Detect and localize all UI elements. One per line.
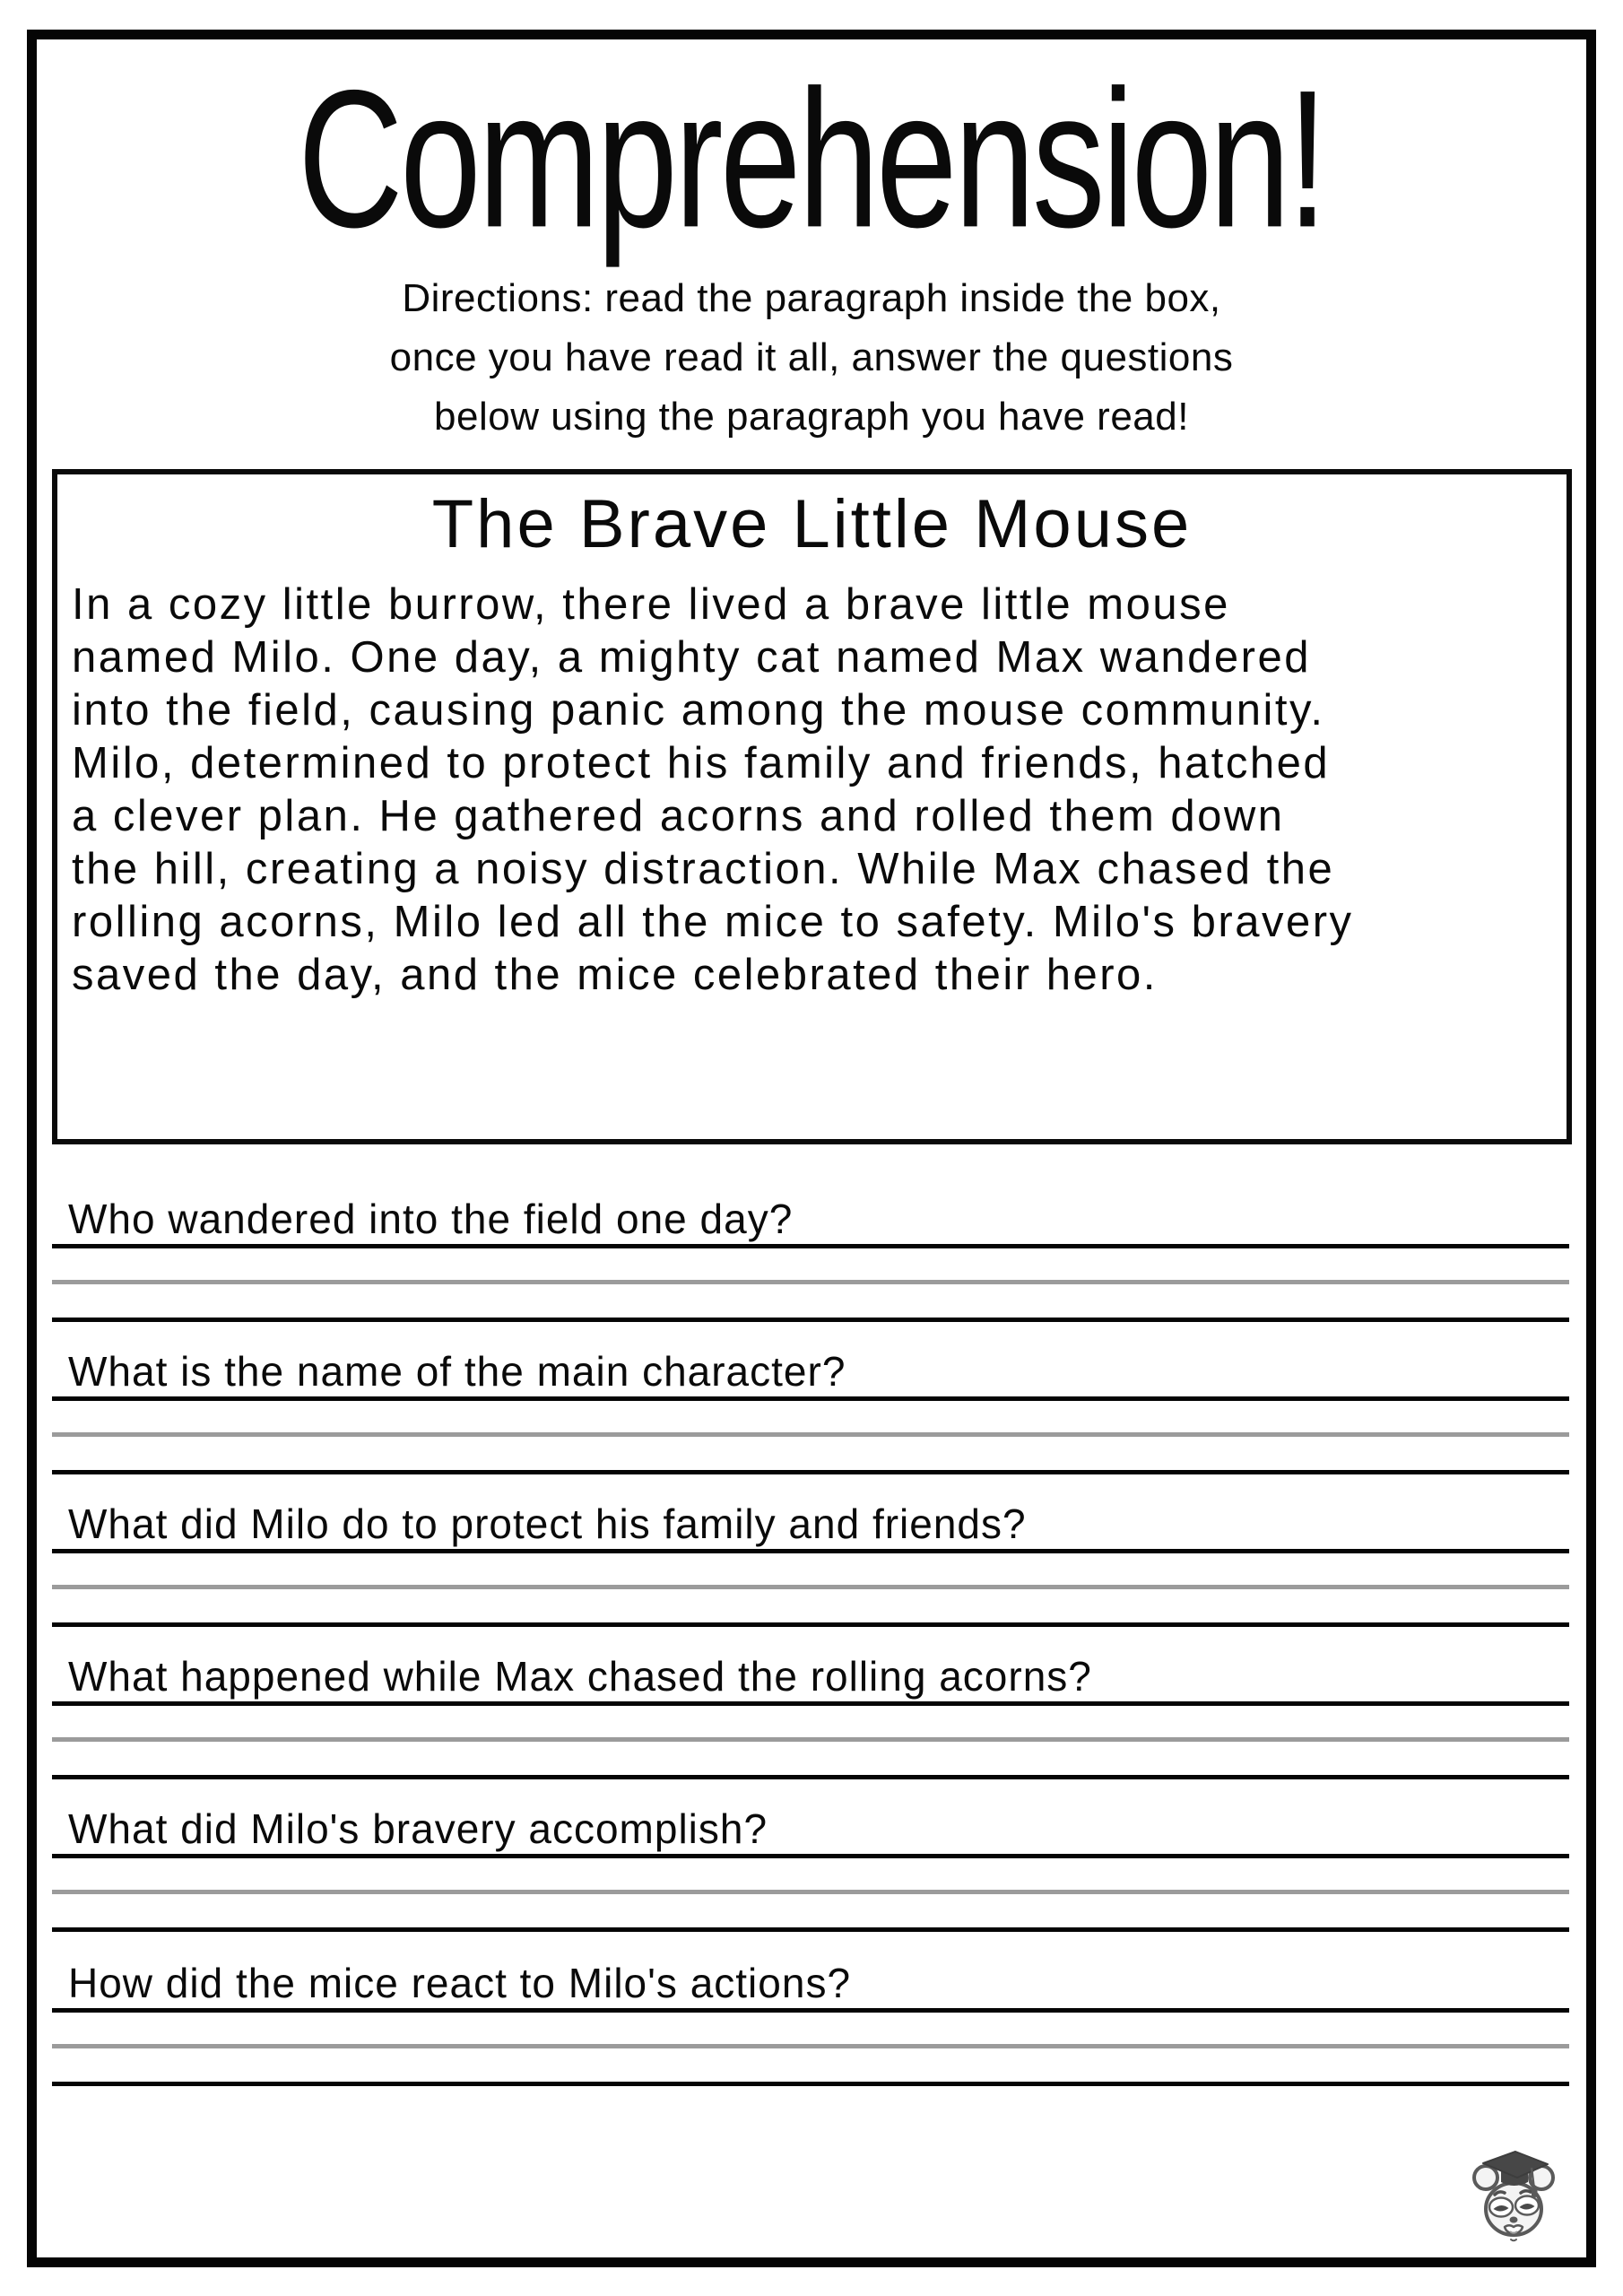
directions-line: Directions: read the paragraph inside the box, [402,276,1221,320]
answer-line-gray [52,1432,1569,1437]
question-text: What happened while Max chased the rolling acorns? [52,1653,1569,1706]
bear-mouth [1505,2225,1523,2233]
answer-line-black [52,1927,1569,1932]
story-paragraph-line: into the field, causing panic among the mouse community. [72,686,1325,735]
question-text: How did the mice react to Milo's actions? [52,1960,1569,2013]
graduate-bear-icon [1469,2147,1558,2248]
worksheet-title-text: Comprehension! [298,50,1325,269]
directions [0,269,1623,447]
question-block [52,1960,1569,2086]
question-text: What is the name of the main character? [52,1348,1569,1401]
bear-chin [1511,2239,1516,2240]
question-block [52,1348,1569,1474]
answer-line-gray [52,1737,1569,1742]
story-paragraph-line: rolling acorns, Milo led all the mice to safety. Milo's bravery [72,898,1354,946]
story-paragraph [72,578,1556,1002]
answer-line-black [52,1622,1569,1627]
bear-nose [1510,2217,1518,2223]
directions-line: below using the paragraph you have read! [434,395,1189,439]
answer-line-black [52,1318,1569,1322]
story-paragraph-line: saved the day, and the mice celebrated their hero. [72,951,1158,999]
graduation-cap-tassel [1532,2188,1538,2197]
answer-line-gray [52,1890,1569,1894]
worksheet-title [0,50,1623,269]
story-paragraph-line: a clever plan. He gathered acorns and rolled them down [72,792,1285,840]
answer-line-gray [52,2044,1569,2048]
story-paragraph-line: the hill, creating a noisy distraction. While Max chased the [72,845,1335,893]
answer-line-gray [52,1585,1569,1589]
directions-line: once you have read it all, answer the questions [389,335,1234,379]
story-paragraph-line: In a cozy little burrow, there lived a brave little mouse [72,580,1230,629]
question-text: What did Milo do to protect his family and friends? [52,1500,1569,1553]
question-block [52,1805,1569,1932]
question-block [52,1196,1569,1322]
question-text: What did Milo's bravery accomplish? [52,1805,1569,1858]
question-block [52,1500,1569,1627]
story-box [52,469,1572,1144]
question-text: Who wandered into the field one day? [52,1196,1569,1248]
answer-line-black [52,1470,1569,1474]
question-block [52,1653,1569,1779]
answer-line-black [52,1775,1569,1779]
story-paragraph-line: named Milo. One day, a mighty cat named Max wandered [72,633,1311,682]
answer-line-gray [52,1280,1569,1284]
story-title: The Brave Little Mouse [431,486,1193,562]
story-paragraph-line: Milo, determined to protect his family and friends, hatched [72,739,1331,787]
bear-ear-left [1474,2166,1497,2189]
answer-line-black [52,2082,1569,2086]
